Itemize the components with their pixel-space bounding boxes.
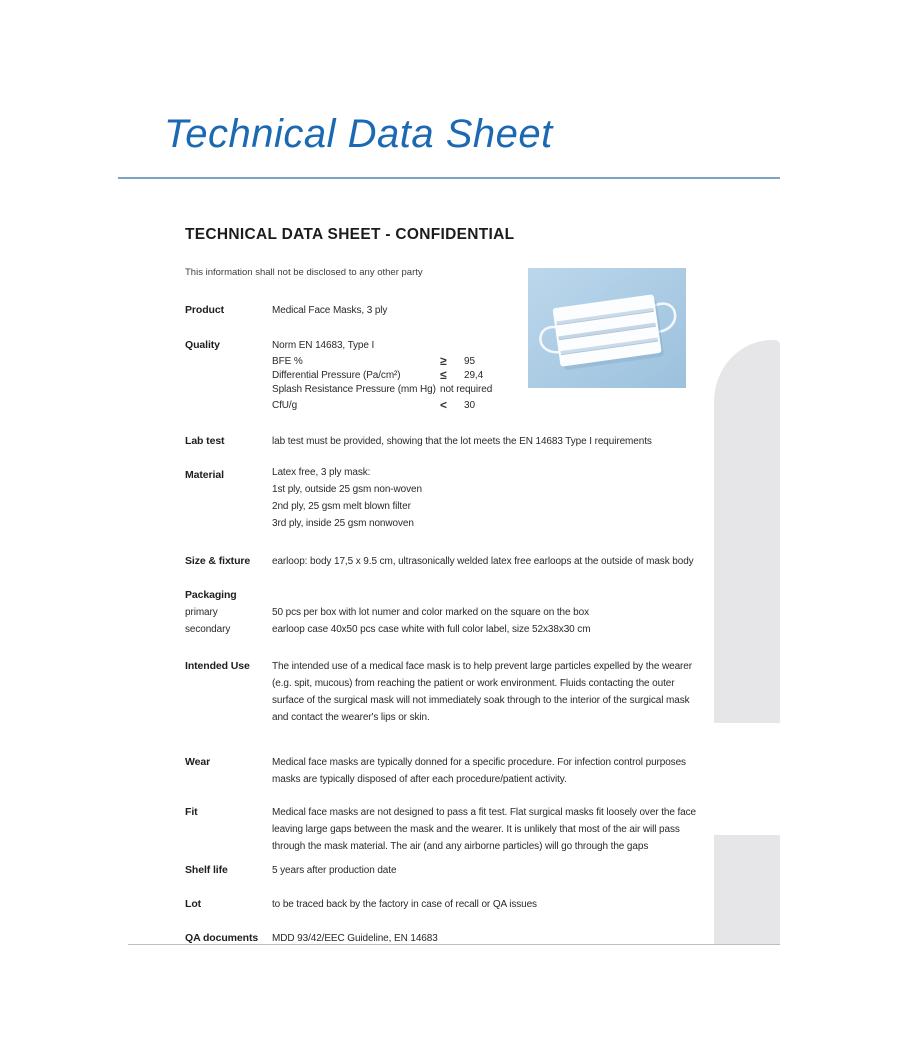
row-material-label: Material bbox=[185, 469, 224, 481]
row-lot-value: to be traced back by the factory in case of recall or QA issues bbox=[272, 899, 537, 910]
row-lot-label: Lot bbox=[185, 898, 202, 910]
row-product-label: Product bbox=[185, 304, 224, 316]
row-packaging-secondary-value: earloop case 40x50 pcs case white with full color label, size 52x38x30 cm bbox=[272, 624, 591, 635]
row-size-fixture-value: earloop: body 17,5 x 9.5 cm, ultrasonically welded latex free earloops at the outside of mask body bbox=[272, 556, 694, 567]
gte-symbol: ≥ bbox=[440, 354, 447, 368]
quality-spec-splash-resistance: Splash Resistance Pressure (mm Hg) not required bbox=[272, 384, 493, 395]
row-product-value: Medical Face Masks, 3 ply bbox=[272, 305, 388, 316]
quality-spec-bfe: BFE % ≥ 95 bbox=[272, 354, 475, 368]
row-fit-value: Medical face masks are not designed to pass a fit test. Flat surgical masks fit loosely over the face leaving large gaps between the mask and the wearer. It is unlikely that most of the air will pass through the mask material. The air (and any airborne particles) will go through the gaps bbox=[272, 807, 696, 852]
row-packaging-primary-label: primary bbox=[185, 607, 218, 618]
material-line-3: 2nd ply, 25 gsm melt blown filter bbox=[272, 501, 411, 512]
page-title: Technical Data Sheet bbox=[164, 112, 553, 156]
row-qa-documents-label: QA documents bbox=[185, 932, 259, 944]
row-shelf-life-label: Shelf life bbox=[185, 864, 228, 876]
row-packaging-label: Packaging bbox=[185, 589, 237, 601]
row-quality-norm: Norm EN 14683, Type I bbox=[272, 340, 375, 351]
row-wear-label: Wear bbox=[185, 756, 211, 768]
document-heading: TECHNICAL DATA SHEET - CONFIDENTIAL bbox=[185, 226, 515, 243]
lte-symbol: ≤ bbox=[440, 368, 447, 382]
title-divider bbox=[118, 177, 780, 179]
material-line-4: 3rd ply, inside 25 gsm nonwoven bbox=[272, 518, 414, 529]
background-swoosh-top bbox=[714, 340, 780, 723]
row-shelf-life-value: 5 years after production date bbox=[272, 865, 397, 876]
row-packaging-secondary-label: secondary bbox=[185, 624, 231, 635]
row-lab-test-value: lab test must be provided, showing that the lot meets the EN 14683 Type I requirements bbox=[272, 436, 652, 447]
quality-spec-cfu: CfU/g < 30 bbox=[272, 398, 475, 412]
row-qa-documents-value: MDD 93/42/EEC Guideline, EN 14683 bbox=[272, 933, 438, 944]
row-size-fixture-label: Size & fixture bbox=[185, 555, 251, 567]
row-intended-use-value: The intended use of a medical face mask is to help prevent large particles expelled by the wearer (e.g. spit, mucous) from reaching the patient or work environment. Fluids contacting the outer surface of the surgical mask will not immediately soak through to the interior of the surgical mask and contact the wearer's lips or skin. bbox=[272, 661, 692, 723]
material-line-2: 1st ply, outside 25 gsm non-woven bbox=[272, 484, 422, 495]
row-quality-label: Quality bbox=[185, 339, 220, 351]
row-lab-test-label: Lab test bbox=[185, 435, 225, 447]
lt-symbol: < bbox=[440, 398, 447, 412]
row-packaging-primary-value: 50 pcs per box with lot numer and color marked on the square on the box bbox=[272, 607, 589, 618]
background-swoosh-bottom bbox=[714, 835, 780, 945]
row-fit-label: Fit bbox=[185, 806, 198, 818]
confidentiality-note: This information shall not be disclosed to any other party bbox=[185, 267, 423, 278]
quality-spec-differential-pressure: Differential Pressure (Pa/cm²) ≤ 29,4 bbox=[272, 368, 484, 382]
row-intended-use-label: Intended Use bbox=[185, 660, 250, 672]
row-wear-value: Medical face masks are typically donned for a specific procedure. For infection control purposes masks are typically disposed of after each procedure/patient activity. bbox=[272, 757, 686, 785]
material-line-1: Latex free, 3 ply mask: bbox=[272, 467, 371, 478]
bottom-divider bbox=[128, 944, 780, 945]
